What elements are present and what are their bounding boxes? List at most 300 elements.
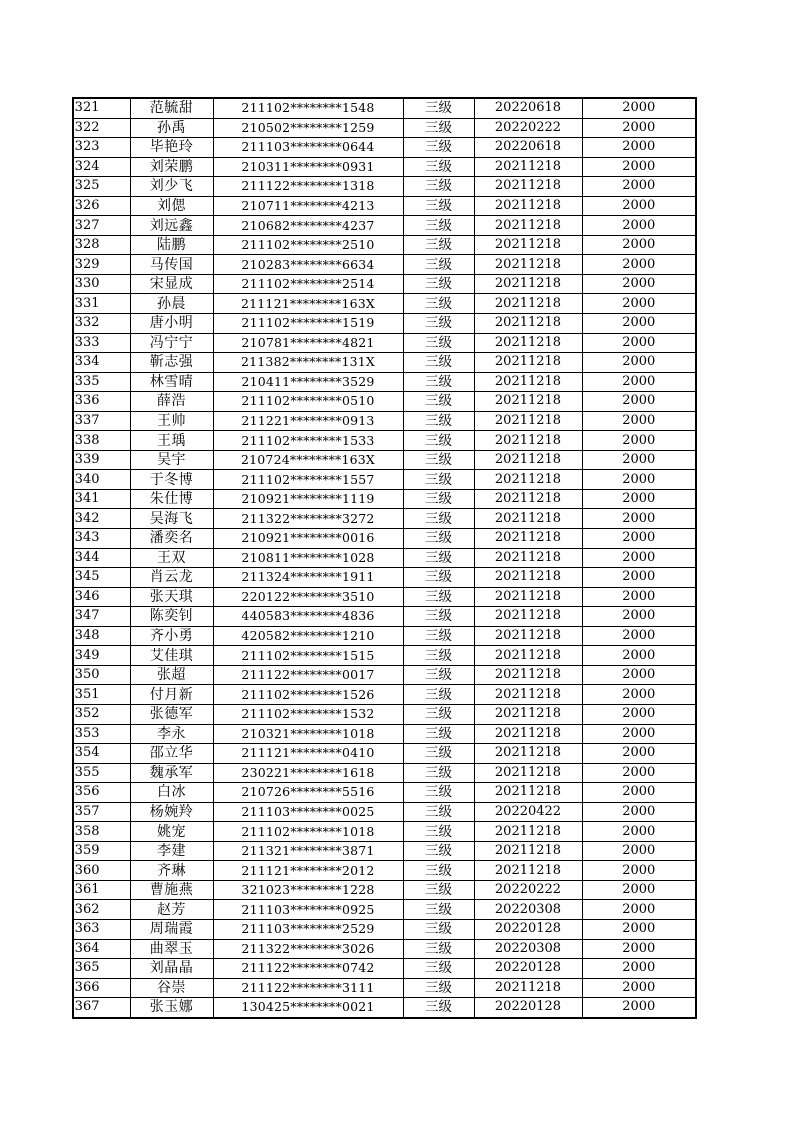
date-cell: 20211218: [474, 509, 582, 529]
person-name-cell: 薛浩: [130, 392, 213, 412]
row-number-cell: 324: [73, 157, 130, 177]
person-name-cell: 张天琪: [130, 587, 213, 607]
table-row: [73, 607, 696, 627]
person-name-cell: 潘奕名: [130, 529, 213, 549]
person-name-cell: 林雪晴: [130, 372, 213, 392]
level-cell: 三级: [403, 431, 474, 451]
level-cell: 三级: [403, 978, 474, 998]
date-cell: 20211218: [474, 372, 582, 392]
table-row: [73, 978, 696, 998]
level-cell: 三级: [403, 568, 474, 588]
person-name-cell: 刘偲: [130, 196, 213, 216]
date-cell: 20211218: [474, 724, 582, 744]
person-name-cell: 周瑞霞: [130, 919, 213, 939]
amount-cell: 2000: [582, 255, 696, 275]
date-cell: 20220308: [474, 900, 582, 920]
person-name-cell: 范毓甜: [130, 98, 213, 118]
level-cell: 三级: [403, 861, 474, 881]
level-cell: 三级: [403, 392, 474, 412]
date-cell: 20211218: [474, 353, 582, 373]
level-cell: 三级: [403, 294, 474, 314]
date-cell: 20220222: [474, 118, 582, 138]
row-number-cell: 357: [73, 802, 130, 822]
level-cell: 三级: [403, 157, 474, 177]
amount-cell: 2000: [582, 607, 696, 627]
date-cell: 20211218: [474, 392, 582, 412]
id-number-cell: 211102********2510: [213, 235, 403, 255]
table-row: [73, 587, 696, 607]
date-cell: 20220128: [474, 959, 582, 979]
table-row: [73, 685, 696, 705]
id-number-cell: 211102********1526: [213, 685, 403, 705]
person-name-cell: 王双: [130, 548, 213, 568]
amount-cell: 2000: [582, 216, 696, 236]
level-cell: 三级: [403, 607, 474, 627]
person-name-cell: 唐小明: [130, 314, 213, 334]
amount-cell: 2000: [582, 783, 696, 803]
date-cell: 20211218: [474, 529, 582, 549]
row-number-cell: 362: [73, 900, 130, 920]
person-name-cell: 冯宁宁: [130, 333, 213, 353]
table-row: [73, 529, 696, 549]
id-number-cell: 211122********0742: [213, 959, 403, 979]
table-row: [73, 314, 696, 334]
level-cell: 三级: [403, 372, 474, 392]
id-number-cell: 210283********6634: [213, 255, 403, 275]
date-cell: 20211218: [474, 274, 582, 294]
row-number-cell: 325: [73, 177, 130, 197]
table-row: [73, 704, 696, 724]
row-number-cell: 363: [73, 919, 130, 939]
row-number-cell: 335: [73, 372, 130, 392]
row-number-cell: 359: [73, 841, 130, 861]
person-name-cell: 王瑀: [130, 431, 213, 451]
table-row: [73, 98, 696, 118]
amount-cell: 2000: [582, 939, 696, 959]
row-number-cell: 327: [73, 216, 130, 236]
amount-cell: 2000: [582, 685, 696, 705]
id-number-cell: 211102********1557: [213, 470, 403, 490]
amount-cell: 2000: [582, 411, 696, 431]
level-cell: 三级: [403, 216, 474, 236]
level-cell: 三级: [403, 900, 474, 920]
id-number-cell: 211103********2529: [213, 919, 403, 939]
row-number-cell: 329: [73, 255, 130, 275]
person-name-cell: 谷崇: [130, 978, 213, 998]
id-number-cell: 210411********3529: [213, 372, 403, 392]
person-name-cell: 陆鹏: [130, 235, 213, 255]
row-number-cell: 339: [73, 450, 130, 470]
table-row: [73, 157, 696, 177]
person-name-cell: 刘晶晶: [130, 959, 213, 979]
date-cell: 20220128: [474, 919, 582, 939]
row-number-cell: 353: [73, 724, 130, 744]
id-number-cell: 211103********0644: [213, 138, 403, 158]
level-cell: 三级: [403, 802, 474, 822]
date-cell: 20211218: [474, 157, 582, 177]
id-number-cell: 211382********131X: [213, 353, 403, 373]
table-row: [73, 216, 696, 236]
id-number-cell: 211122********3111: [213, 978, 403, 998]
level-cell: 三级: [403, 685, 474, 705]
table-row: [73, 118, 696, 138]
amount-cell: 2000: [582, 489, 696, 509]
level-cell: 三级: [403, 411, 474, 431]
date-cell: 20211218: [474, 607, 582, 627]
id-number-cell: 210311********0931: [213, 157, 403, 177]
row-number-cell: 341: [73, 489, 130, 509]
person-name-cell: 张德军: [130, 704, 213, 724]
date-cell: 20211218: [474, 783, 582, 803]
table-row: [73, 783, 696, 803]
id-number-cell: 211102********0510: [213, 392, 403, 412]
person-name-cell: 杨婉羚: [130, 802, 213, 822]
level-cell: 三级: [403, 744, 474, 764]
amount-cell: 2000: [582, 509, 696, 529]
row-number-cell: 361: [73, 880, 130, 900]
date-cell: 20211218: [474, 704, 582, 724]
amount-cell: 2000: [582, 704, 696, 724]
date-cell: 20211218: [474, 216, 582, 236]
person-name-cell: 毕艳玲: [130, 138, 213, 158]
amount-cell: 2000: [582, 861, 696, 881]
amount-cell: 2000: [582, 450, 696, 470]
row-number-cell: 348: [73, 626, 130, 646]
row-number-cell: 332: [73, 314, 130, 334]
amount-cell: 2000: [582, 646, 696, 666]
table-row: [73, 665, 696, 685]
table-row: [73, 861, 696, 881]
row-number-cell: 364: [73, 939, 130, 959]
level-cell: 三级: [403, 196, 474, 216]
table-row: [73, 959, 696, 979]
row-number-cell: 328: [73, 235, 130, 255]
date-cell: 20211218: [474, 822, 582, 842]
amount-cell: 2000: [582, 919, 696, 939]
person-name-cell: 刘荣鹏: [130, 157, 213, 177]
date-cell: 20211218: [474, 489, 582, 509]
amount-cell: 2000: [582, 196, 696, 216]
row-number-cell: 358: [73, 822, 130, 842]
date-cell: 20220422: [474, 802, 582, 822]
level-cell: 三级: [403, 274, 474, 294]
person-name-cell: 刘少飞: [130, 177, 213, 197]
row-number-cell: 333: [73, 333, 130, 353]
table-row: [73, 411, 696, 431]
date-cell: 20211218: [474, 450, 582, 470]
date-cell: 20211218: [474, 841, 582, 861]
table-row: [73, 626, 696, 646]
row-number-cell: 350: [73, 665, 130, 685]
row-number-cell: 355: [73, 763, 130, 783]
id-number-cell: 440583********4836: [213, 607, 403, 627]
row-number-cell: 344: [73, 548, 130, 568]
row-number-cell: 321: [73, 98, 130, 118]
date-cell: 20220618: [474, 138, 582, 158]
person-name-cell: 白冰: [130, 783, 213, 803]
person-name-cell: 李永: [130, 724, 213, 744]
date-cell: 20211218: [474, 978, 582, 998]
level-cell: 三级: [403, 450, 474, 470]
level-cell: 三级: [403, 919, 474, 939]
date-cell: 20211218: [474, 861, 582, 881]
table-row: [73, 138, 696, 158]
person-name-cell: 张超: [130, 665, 213, 685]
level-cell: 三级: [403, 783, 474, 803]
row-number-cell: 345: [73, 568, 130, 588]
amount-cell: 2000: [582, 568, 696, 588]
table-row: [73, 568, 696, 588]
id-number-cell: 211102********2514: [213, 274, 403, 294]
table-row: [73, 274, 696, 294]
level-cell: 三级: [403, 353, 474, 373]
row-number-cell: 346: [73, 587, 130, 607]
row-number-cell: 360: [73, 861, 130, 881]
level-cell: 三级: [403, 235, 474, 255]
amount-cell: 2000: [582, 235, 696, 255]
row-number-cell: 340: [73, 470, 130, 490]
table-row: [73, 646, 696, 666]
id-number-cell: 211122********0017: [213, 665, 403, 685]
row-number-cell: 347: [73, 607, 130, 627]
table-row: [73, 255, 696, 275]
row-number-cell: 330: [73, 274, 130, 294]
level-cell: 三级: [403, 665, 474, 685]
id-number-cell: 211324********1911: [213, 568, 403, 588]
table-row: [73, 841, 696, 861]
table-row: [73, 353, 696, 373]
table-row: [73, 763, 696, 783]
table-row: [73, 450, 696, 470]
level-cell: 三级: [403, 880, 474, 900]
date-cell: 20211218: [474, 235, 582, 255]
table-row: [73, 880, 696, 900]
id-number-cell: 211102********1533: [213, 431, 403, 451]
row-number-cell: 342: [73, 509, 130, 529]
id-number-cell: 210724********163X: [213, 450, 403, 470]
level-cell: 三级: [403, 646, 474, 666]
id-number-cell: 211103********0925: [213, 900, 403, 920]
id-number-cell: 210682********4237: [213, 216, 403, 236]
id-number-cell: 211122********1318: [213, 177, 403, 197]
person-name-cell: 付月新: [130, 685, 213, 705]
level-cell: 三级: [403, 939, 474, 959]
date-cell: 20211218: [474, 470, 582, 490]
row-number-cell: 338: [73, 431, 130, 451]
date-cell: 20211218: [474, 665, 582, 685]
level-cell: 三级: [403, 333, 474, 353]
amount-cell: 2000: [582, 98, 696, 118]
row-number-cell: 334: [73, 353, 130, 373]
amount-cell: 2000: [582, 118, 696, 138]
amount-cell: 2000: [582, 880, 696, 900]
id-number-cell: 211121********163X: [213, 294, 403, 314]
level-cell: 三级: [403, 255, 474, 275]
level-cell: 三级: [403, 724, 474, 744]
table-row: [73, 392, 696, 412]
table-row: [73, 372, 696, 392]
level-cell: 三级: [403, 470, 474, 490]
id-number-cell: 211121********2012: [213, 861, 403, 881]
amount-cell: 2000: [582, 431, 696, 451]
level-cell: 三级: [403, 138, 474, 158]
person-name-cell: 李建: [130, 841, 213, 861]
id-number-cell: 210811********1028: [213, 548, 403, 568]
row-number-cell: 354: [73, 744, 130, 764]
row-number-cell: 365: [73, 959, 130, 979]
level-cell: 三级: [403, 529, 474, 549]
id-number-cell: 220122********3510: [213, 587, 403, 607]
level-cell: 三级: [403, 587, 474, 607]
row-number-cell: 367: [73, 998, 130, 1018]
id-number-cell: 210781********4821: [213, 333, 403, 353]
row-number-cell: 352: [73, 704, 130, 724]
person-name-cell: 齐琳: [130, 861, 213, 881]
person-name-cell: 姚宠: [130, 822, 213, 842]
amount-cell: 2000: [582, 626, 696, 646]
roster-table-body: [73, 98, 696, 1018]
amount-cell: 2000: [582, 841, 696, 861]
amount-cell: 2000: [582, 529, 696, 549]
person-name-cell: 齐小勇: [130, 626, 213, 646]
amount-cell: 2000: [582, 763, 696, 783]
level-cell: 三级: [403, 98, 474, 118]
level-cell: 三级: [403, 489, 474, 509]
amount-cell: 2000: [582, 744, 696, 764]
table-row: [73, 333, 696, 353]
row-number-cell: 349: [73, 646, 130, 666]
table-row: [73, 822, 696, 842]
date-cell: 20211218: [474, 587, 582, 607]
person-name-cell: 魏承军: [130, 763, 213, 783]
amount-cell: 2000: [582, 314, 696, 334]
table-row: [73, 548, 696, 568]
amount-cell: 2000: [582, 392, 696, 412]
id-number-cell: 211221********0913: [213, 411, 403, 431]
date-cell: 20211218: [474, 763, 582, 783]
date-cell: 20211218: [474, 626, 582, 646]
id-number-cell: 211102********1532: [213, 704, 403, 724]
date-cell: 20220308: [474, 939, 582, 959]
person-name-cell: 朱仕博: [130, 489, 213, 509]
date-cell: 20211218: [474, 411, 582, 431]
amount-cell: 2000: [582, 802, 696, 822]
amount-cell: 2000: [582, 138, 696, 158]
id-number-cell: 211322********3026: [213, 939, 403, 959]
person-name-cell: 肖云龙: [130, 568, 213, 588]
table-row: [73, 489, 696, 509]
person-name-cell: 赵芳: [130, 900, 213, 920]
level-cell: 三级: [403, 704, 474, 724]
row-number-cell: 331: [73, 294, 130, 314]
person-name-cell: 邵立华: [130, 744, 213, 764]
date-cell: 20211218: [474, 294, 582, 314]
id-number-cell: 210726********5516: [213, 783, 403, 803]
row-number-cell: 326: [73, 196, 130, 216]
amount-cell: 2000: [582, 372, 696, 392]
amount-cell: 2000: [582, 998, 696, 1018]
id-number-cell: 211121********0410: [213, 744, 403, 764]
row-number-cell: 343: [73, 529, 130, 549]
roster-table: [72, 97, 697, 1019]
date-cell: 20211218: [474, 685, 582, 705]
person-name-cell: 马传国: [130, 255, 213, 275]
date-cell: 20211218: [474, 255, 582, 275]
level-cell: 三级: [403, 763, 474, 783]
id-number-cell: 211102********1018: [213, 822, 403, 842]
person-name-cell: 孙晨: [130, 294, 213, 314]
id-number-cell: 210502********1259: [213, 118, 403, 138]
row-number-cell: 366: [73, 978, 130, 998]
row-number-cell: 351: [73, 685, 130, 705]
table-row: [73, 431, 696, 451]
table-row: [73, 802, 696, 822]
table-row: [73, 235, 696, 255]
table-row: [73, 196, 696, 216]
amount-cell: 2000: [582, 548, 696, 568]
amount-cell: 2000: [582, 157, 696, 177]
date-cell: 20211218: [474, 196, 582, 216]
table-row: [73, 470, 696, 490]
person-name-cell: 陈奕钊: [130, 607, 213, 627]
date-cell: 20211218: [474, 431, 582, 451]
table-row: [73, 939, 696, 959]
id-number-cell: 230221********1618: [213, 763, 403, 783]
table-row: [73, 744, 696, 764]
person-name-cell: 艾佳琪: [130, 646, 213, 666]
id-number-cell: 210711********4213: [213, 196, 403, 216]
level-cell: 三级: [403, 959, 474, 979]
date-cell: 20220618: [474, 98, 582, 118]
amount-cell: 2000: [582, 900, 696, 920]
table-row: [73, 177, 696, 197]
amount-cell: 2000: [582, 665, 696, 685]
person-name-cell: 宋显成: [130, 274, 213, 294]
person-name-cell: 曹施燕: [130, 880, 213, 900]
row-number-cell: 322: [73, 118, 130, 138]
row-number-cell: 356: [73, 783, 130, 803]
id-number-cell: 420582********1210: [213, 626, 403, 646]
id-number-cell: 211102********1519: [213, 314, 403, 334]
date-cell: 20211218: [474, 568, 582, 588]
id-number-cell: 211102********1515: [213, 646, 403, 666]
level-cell: 三级: [403, 314, 474, 334]
level-cell: 三级: [403, 177, 474, 197]
person-name-cell: 王帅: [130, 411, 213, 431]
person-name-cell: 靳志强: [130, 353, 213, 373]
amount-cell: 2000: [582, 274, 696, 294]
level-cell: 三级: [403, 841, 474, 861]
amount-cell: 2000: [582, 333, 696, 353]
amount-cell: 2000: [582, 353, 696, 373]
level-cell: 三级: [403, 509, 474, 529]
row-number-cell: 323: [73, 138, 130, 158]
id-number-cell: 210921********1119: [213, 489, 403, 509]
person-name-cell: 刘远鑫: [130, 216, 213, 236]
date-cell: 20220222: [474, 880, 582, 900]
table-row: [73, 509, 696, 529]
id-number-cell: 130425********0021: [213, 998, 403, 1018]
date-cell: 20211218: [474, 333, 582, 353]
person-name-cell: 于冬博: [130, 470, 213, 490]
date-cell: 20211218: [474, 744, 582, 764]
level-cell: 三级: [403, 998, 474, 1018]
person-name-cell: 张玉娜: [130, 998, 213, 1018]
person-name-cell: 吴海飞: [130, 509, 213, 529]
person-name-cell: 孙禹: [130, 118, 213, 138]
id-number-cell: 211103********0025: [213, 802, 403, 822]
amount-cell: 2000: [582, 978, 696, 998]
